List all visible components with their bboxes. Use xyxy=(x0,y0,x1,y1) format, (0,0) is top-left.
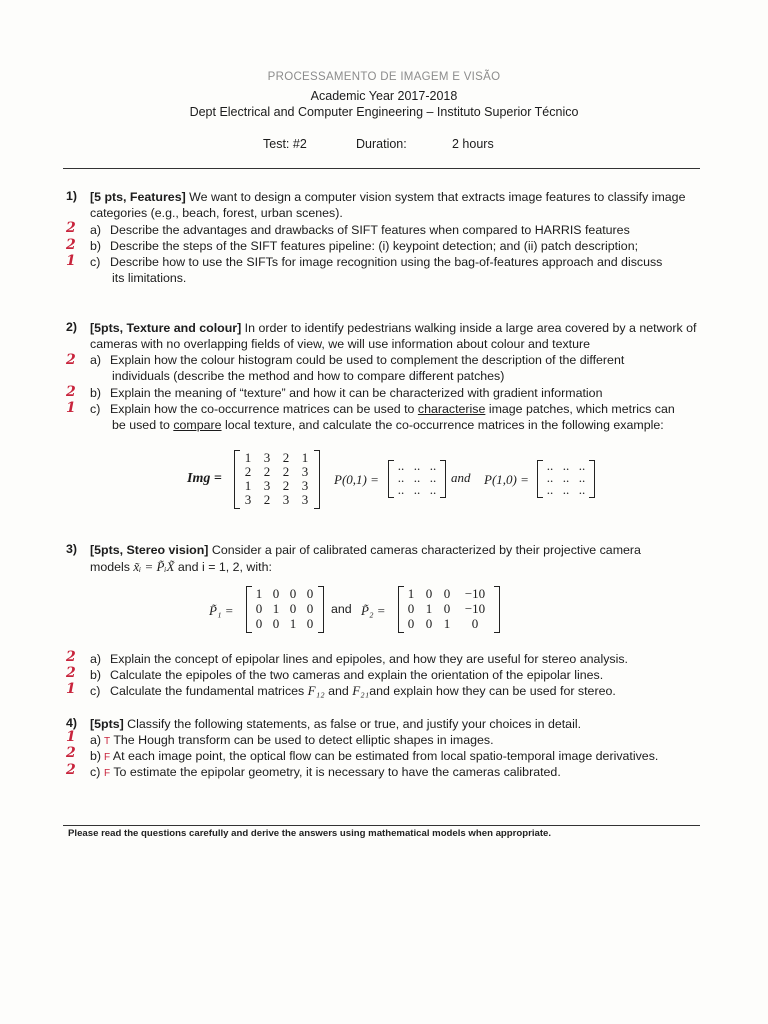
p1-right-bracket xyxy=(318,586,324,633)
q2-intro xyxy=(90,320,702,352)
p10-dots: .. xyxy=(578,458,586,473)
p2-cell: 0 xyxy=(443,586,451,601)
q2-c-pre: Explain how the co-occurrence matrices can be used to xyxy=(110,402,418,416)
q1-b-text: Describe the steps of the SIFT features pipeline: (i) keypoint detection; and (ii) patch description; xyxy=(110,239,639,253)
q1-c xyxy=(90,254,698,286)
q4-b-label: b) xyxy=(90,749,102,763)
q2-c xyxy=(90,401,702,433)
q3-mark-b: 2 xyxy=(66,665,76,681)
q3-f21: F₂₁ xyxy=(352,683,370,698)
q3-c-mid: and xyxy=(324,684,353,698)
footer-divider xyxy=(63,825,700,826)
test-number: Test: #2 xyxy=(263,137,307,151)
p01-dots: .. xyxy=(413,482,421,497)
p01-dots: .. xyxy=(397,470,405,485)
p10-dots: .. xyxy=(562,482,570,497)
q3-c-post: and explain how they can be used for stereo. xyxy=(369,684,616,698)
p2-matrix xyxy=(398,586,500,634)
img-matrix xyxy=(234,450,320,510)
q4-mark-a: 1 xyxy=(66,729,76,745)
img-cell: 1 xyxy=(244,450,252,465)
p10-dots: .. xyxy=(578,482,586,497)
p01-dots: .. xyxy=(429,458,437,473)
p1-cell: 0 xyxy=(255,601,263,616)
p01-matrix xyxy=(388,460,446,500)
q1-b xyxy=(90,238,698,254)
q4-number: 4) xyxy=(66,716,78,730)
header-divider xyxy=(63,168,700,169)
p2-cell: 1 xyxy=(425,601,433,616)
course-title: PROCESSAMENTO DE IMAGEM E VISÃO xyxy=(267,71,501,83)
p10-label: P(1,0) = xyxy=(484,472,529,487)
q2-c-underline-compare: compare xyxy=(173,418,222,432)
p2-cell: 0 xyxy=(407,616,415,631)
q2-a-text-cont: individuals (describe the method and how to compare different patches) xyxy=(112,369,505,383)
p10-dots: .. xyxy=(562,470,570,485)
q3-mark-a: 2 xyxy=(66,649,76,665)
q1-a xyxy=(90,222,698,238)
q3-intro xyxy=(90,542,700,558)
q3-title: [5pts, Stereo vision] xyxy=(90,543,209,557)
p10-dots: .. xyxy=(546,458,554,473)
p2-right-bracket xyxy=(494,586,500,633)
q3-a-text: Explain the concept of epipolar lines and epipoles, and how they are useful for stereo analysis. xyxy=(110,652,628,666)
p01-dots: .. xyxy=(429,482,437,497)
q4-c-text: To estimate the epipolar geometry, it is necessary to have the cameras calibrated. xyxy=(110,765,561,779)
q2-b xyxy=(90,385,698,401)
p2-cell: −10 xyxy=(464,601,486,616)
img-cell: 3 xyxy=(301,492,309,507)
p01-right-bracket xyxy=(440,460,446,498)
q1-title: [5 pts, Features] xyxy=(90,190,186,204)
p01-label: P(0,1) = xyxy=(334,472,379,487)
q3-c-pre: Calculate the fundamental matrices xyxy=(110,684,308,698)
q3-f12: F₁₂ xyxy=(307,683,325,698)
img-cell: 1 xyxy=(244,478,252,493)
img-cell: 2 xyxy=(244,464,252,479)
p1-matrix xyxy=(246,586,324,634)
q4-b-answer: F xyxy=(104,752,111,763)
img-cell: 3 xyxy=(263,450,271,465)
q1-mark-b: 2 xyxy=(66,237,76,253)
p2-cell: 1 xyxy=(407,586,415,601)
q3-a-label: a) xyxy=(90,652,102,666)
q3-models-pre: models xyxy=(90,560,134,574)
q3-text: Consider a pair of calibrated cameras characterized by their projective camera xyxy=(208,543,641,557)
q4-b-text: At each image point, the optical flow can be estimated from local spatio-temporal image derivatives. xyxy=(110,749,659,763)
q1-text: We want to design a computer vision system that extracts image features to classify image categories (e.g., beach, forest, urban scenes). xyxy=(90,190,686,220)
q1-c-label: c) xyxy=(90,255,101,269)
img-cell: 3 xyxy=(282,492,290,507)
q1-number: 1) xyxy=(66,189,78,203)
img-cell: 2 xyxy=(263,464,271,479)
p1-cell: 0 xyxy=(306,586,314,601)
q3-a xyxy=(90,651,698,667)
q2-c-cont xyxy=(90,417,702,433)
p10-right-bracket xyxy=(589,460,595,498)
img-cell: 1 xyxy=(301,450,309,465)
q3-mark-c: 1 xyxy=(66,681,76,697)
q4-mark-c: 2 xyxy=(66,762,76,778)
p-and-label: and xyxy=(331,602,352,616)
q2-title: [5pts, Texture and colour] xyxy=(90,321,242,335)
img-cell: 2 xyxy=(282,478,290,493)
p2-cell: 0 xyxy=(425,616,433,631)
q2-c-label: c) xyxy=(90,402,101,416)
duration-label: Duration: xyxy=(356,137,407,151)
img-cell: 2 xyxy=(282,464,290,479)
q4-a-text: The Hough transform can be used to detect elliptic shapes in images. xyxy=(110,733,494,747)
p1-cell: 0 xyxy=(272,616,280,631)
p2-label: P̃₂ = xyxy=(361,603,386,618)
q1-c-text: Describe how to use the SIFTs for image recognition using the bag-of-features approach and discuss xyxy=(110,255,663,269)
q2-text: In order to identify pedestrians walking inside a large area covered by a network of cameras with no overlapping fields of view, we will use information about colour and texture xyxy=(90,321,697,351)
q2-mark-a: 2 xyxy=(66,352,76,368)
q3-b-label: b) xyxy=(90,668,102,682)
q4-a-label: a) xyxy=(90,733,102,747)
p2-cell: 0 xyxy=(443,601,451,616)
q2-a xyxy=(90,352,698,384)
q3-intro-2 xyxy=(90,559,700,575)
q2-b-text: Explain the meaning of “texture” and how it can be characterized with gradient information xyxy=(110,386,603,400)
academic-year: Academic Year 2017-2018 xyxy=(310,89,458,103)
q2-c2-pre: be used to xyxy=(112,418,174,432)
img-cell: 3 xyxy=(244,492,252,507)
q1-a-label: a) xyxy=(90,223,102,237)
q1-c-text-cont: its limitations. xyxy=(112,271,187,285)
p10-dots: .. xyxy=(546,470,554,485)
p1-cell: 0 xyxy=(272,586,280,601)
p1-cell: 0 xyxy=(306,601,314,616)
p1-label: P̃₁ = xyxy=(209,603,234,618)
q4-c xyxy=(90,764,698,782)
p2-cell: 0 xyxy=(471,616,479,631)
q3-b-text: Calculate the epipoles of the two cameras and explain the orientation of the epipolar lines. xyxy=(110,668,604,682)
q2-a-label: a) xyxy=(90,353,102,367)
department: Dept Electrical and Computer Engineering – Instituto Superior Técnico xyxy=(189,105,579,119)
p01-dots: .. xyxy=(413,470,421,485)
q1-mark-a: 2 xyxy=(66,220,76,236)
q4-title: [5pts] xyxy=(90,717,124,731)
q1-b-label: b) xyxy=(90,239,102,253)
p2-cell: 0 xyxy=(425,586,433,601)
q4-mark-b: 2 xyxy=(66,745,76,761)
p1-cell: 0 xyxy=(289,586,297,601)
q4-c-answer: F xyxy=(104,768,111,779)
q3-models-post: and i = 1, 2, with: xyxy=(174,560,272,574)
q2-mark-b: 2 xyxy=(66,384,76,400)
q2-a-text: Explain how the colour histogram could be used to complement the description of the different xyxy=(110,353,625,367)
q3-projection-equation: x̃ᵢ = P̃ᵢX̃ xyxy=(133,559,175,574)
q4-c-label: c) xyxy=(90,765,101,779)
p2-cell: 0 xyxy=(407,601,415,616)
p2-cell: 1 xyxy=(443,616,451,631)
duration-value: 2 hours xyxy=(452,137,494,151)
p1-cell: 1 xyxy=(272,601,280,616)
q4-intro xyxy=(90,716,700,732)
img-label: Img = xyxy=(187,471,222,486)
p1-cell: 0 xyxy=(289,601,297,616)
q4-a-answer: T xyxy=(104,736,111,747)
q2-c-mid: image patches, which metrics can xyxy=(485,402,675,416)
img-cell: 2 xyxy=(263,492,271,507)
q4-text: Classify the following statements, as false or true, and justify your choices in detail. xyxy=(123,717,582,731)
p01-dots: .. xyxy=(429,470,437,485)
p10-dots: .. xyxy=(562,458,570,473)
img-cell: 3 xyxy=(301,478,309,493)
p1-cell: 1 xyxy=(255,586,263,601)
q2-number: 2) xyxy=(66,320,78,334)
p01-dots: .. xyxy=(397,482,405,497)
p10-dots: .. xyxy=(546,482,554,497)
img-cell: 3 xyxy=(263,478,271,493)
p01-dots: .. xyxy=(397,458,405,473)
q2-b-label: b) xyxy=(90,386,102,400)
q1-intro xyxy=(90,189,700,221)
p1-cell: 0 xyxy=(306,616,314,631)
footer-note: Please read the questions carefully and derive the answers using mathematical models when appropriate. xyxy=(68,828,552,839)
q2-c-underline-characterise: characterise xyxy=(417,402,486,416)
img-cell: 2 xyxy=(282,450,290,465)
p2-cell: −10 xyxy=(464,586,486,601)
p1-cell: 0 xyxy=(255,616,263,631)
q3-c-label: c) xyxy=(90,684,101,698)
q2-mark-c: 1 xyxy=(66,400,76,416)
q1-mark-c: 1 xyxy=(66,253,76,269)
img-matrix-right-bracket xyxy=(314,450,320,509)
q3-number: 3) xyxy=(66,542,78,556)
q3-b xyxy=(90,667,698,683)
q1-a-text: Describe the advantages and drawbacks of SIFT features when compared to HARRIS features xyxy=(110,223,630,237)
p10-dots: .. xyxy=(578,470,586,485)
and-label: and xyxy=(451,470,471,485)
q2-c2-post: local texture, and calculate the co-occurrence matrices in the following example: xyxy=(221,418,664,432)
p1-cell: 1 xyxy=(289,616,297,631)
p10-matrix xyxy=(537,460,595,500)
img-cell: 3 xyxy=(301,464,309,479)
q3-c xyxy=(90,683,698,699)
p01-dots: .. xyxy=(413,458,421,473)
